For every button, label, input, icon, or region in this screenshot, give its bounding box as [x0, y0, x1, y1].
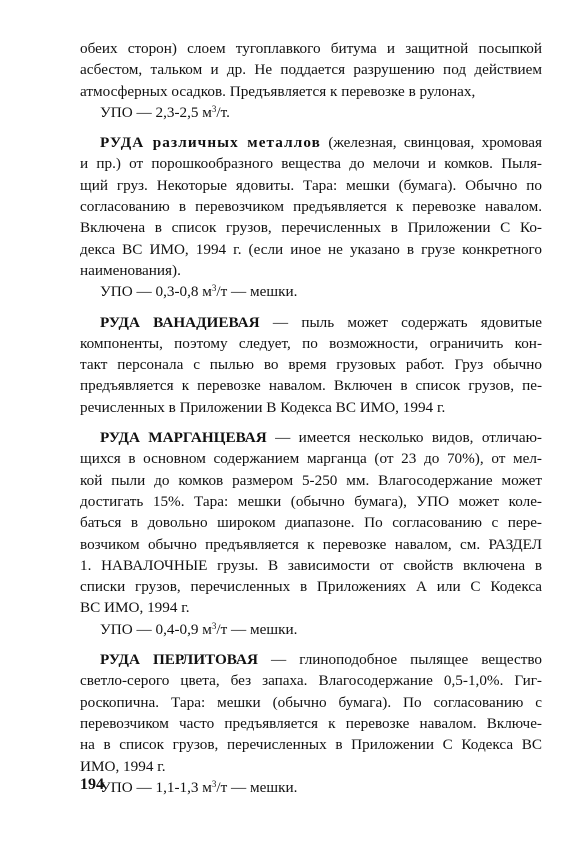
page-body [80, 38, 542, 798]
entry-ore-perlite [80, 649, 542, 798]
entry-ore-manganese [80, 427, 542, 640]
text-line: обеих сторон) слоем тугоплавкого битума и защитной посыпкой [80, 40, 542, 57]
text-line: компоненты, поэтому следует, по возможности, ограничить кон- [80, 334, 542, 352]
entry-ore-vanadium [80, 312, 542, 418]
entry-title: РУДА МАРГАНЦЕВАЯ [100, 429, 267, 447]
entry-first-line: РУДА МАРГАНЦЕВАЯ — имеется несколько видов, отличаю- [100, 429, 542, 447]
text-line: наименования). [80, 261, 181, 279]
text-line: ВС ИМО, 1994 г. [80, 599, 190, 617]
text-line: достигать 15%. Тара: мешки (обычно бумага), УПО может коле- [80, 492, 542, 510]
text-line: щий груз. Некоторые ядовиты. Тара: мешки (бумага). Обычно по [80, 176, 542, 194]
page-number: 194 [80, 776, 104, 793]
entry-first-line: РУДА ВАНАДИЕВАЯ — пыль может содержать ядовитые [100, 313, 542, 331]
text-line: светло-серого цвета, без запаха. Влагосодержание 0,5-1,0%. Гиг- [80, 672, 542, 690]
text-line: баться в довольно широком диапазоне. По согласованию с пере- [80, 514, 542, 532]
upo-line: УПО — 0,4-0,9 $м^3/т$ — мешки. [100, 620, 298, 638]
text-line: щихся в основном содержанием марганца (от 23 до 70%), от мел- [80, 450, 542, 468]
text-line: декса ВС ИМО, 1994 г. (если иное не указано в грузе конкретного [80, 240, 542, 258]
text-line: атмосферных осадков. Предъявляется к перевозке в рулонах, [80, 82, 476, 100]
upo-line: УПО — 0,3-0,8 $м^3/т$ — мешки. [100, 283, 298, 301]
text-line: возчиком обычно предъявляется к перевозке навалом, см. РАЗДЕЛ [80, 535, 542, 553]
text-line: списки грузов, перечисленных в Приложениях А или С Кодекса [80, 578, 542, 596]
entry-title: РУДА различных металлов [100, 134, 321, 152]
text-line: 1. НАВАЛОЧНЫЕ грузы. В зависимости от свойств включена в [80, 556, 542, 574]
text-line: асбестом, тальком и др. Не поддается разрушению под действием [80, 61, 542, 79]
entry-ore-various [80, 132, 542, 302]
text-line: такт персонала с пылью во время грузовых работ. Груз обычно [80, 356, 542, 374]
text-line: согласованию в перевозчиком предъявляется к перевозке навалом. [80, 198, 542, 216]
intro-paragraph [80, 38, 542, 123]
text-line: ИМО, 1994 г. [80, 757, 166, 775]
entry-title: РУДА ВАНАДИЕВАЯ [100, 313, 260, 331]
text-line: кой пыли до комков размером 5-250 мм. Влагосодержание может [80, 471, 542, 489]
entry-first-line: РУДА различных металлов (железная, свинцовая, хромовая [100, 134, 542, 152]
text-line: предъявляется к перевозке навалом. Включен в список грузов, пе- [80, 377, 542, 395]
text-line: на в список грузов, перечисленных в Приложении С Кодекса ВС [80, 736, 542, 754]
entry-title: РУДА ПЕРЛИТОВАЯ [100, 651, 258, 669]
entry-first-line: РУДА ПЕРЛИТОВАЯ — глиноподобное пылящее вещество [100, 651, 542, 669]
upo-line: УПО — 1,1-1,3 $м^3/т$ — мешки. [100, 778, 298, 796]
text-line: и пр.) от порошкообразного вещества до мелочи и комков. Пыля- [80, 155, 542, 173]
text-line: Включена в список грузов, перечисленных в Приложении С Ко- [80, 219, 542, 237]
upo-line: УПО — 2,3-2,5 $м^3/т$. [100, 103, 230, 121]
text-line: перевозчиком часто предъявляется к перевозке навалом. Включе- [80, 714, 542, 732]
text-line: роскопична. Тара: мешки (обычно бумага). По согласованию с [80, 693, 542, 711]
text-line: речисленных в Приложении В Кодекса ВС ИМО, 1994 г. [80, 398, 446, 416]
